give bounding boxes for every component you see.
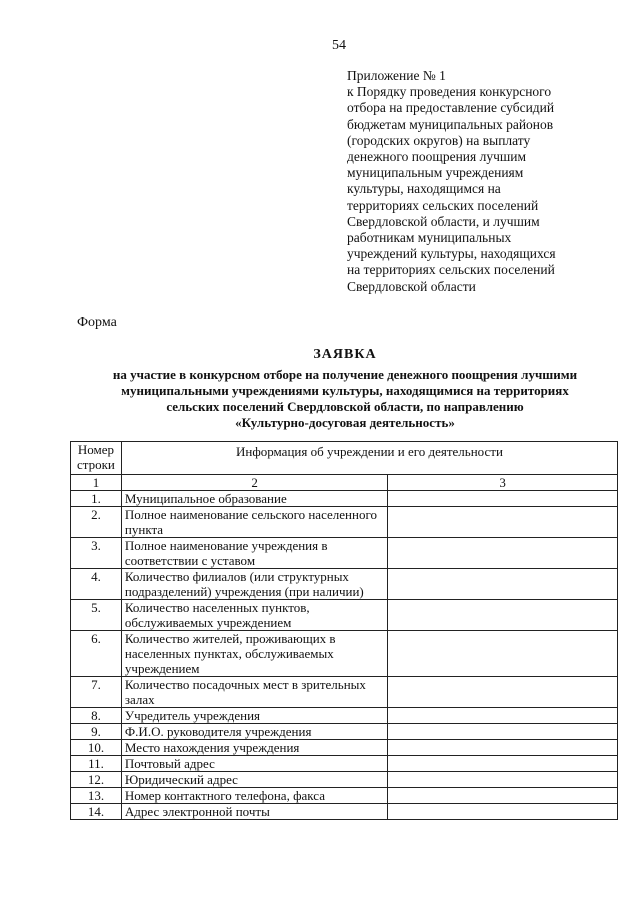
- row-label: Количество посадочных мест в зрительных залах: [121, 677, 387, 708]
- row-value-cell[interactable]: [388, 756, 618, 772]
- row-number: 11.: [71, 756, 122, 772]
- row-number: 3.: [71, 538, 122, 569]
- row-number: 13.: [71, 788, 122, 804]
- table-row: [71, 788, 618, 804]
- row-value-cell[interactable]: [388, 724, 618, 740]
- column-number: 3: [388, 475, 618, 491]
- appendix-line: муниципальным учреждениям: [347, 165, 524, 181]
- subtitle-line: муниципальными учреждениями культуры, находящимися на территориях: [121, 383, 569, 398]
- row-label: Количество филиалов (или структурных подразделений) учреждения (при наличии): [121, 569, 387, 600]
- table-row: [71, 491, 618, 507]
- title-block: [60, 347, 630, 431]
- appendix-line: отбора на предоставление субсидий: [347, 100, 555, 116]
- row-label: Адрес электронной почты: [121, 804, 387, 820]
- table-row: [71, 538, 618, 569]
- header-info: Информация об учреждении и его деятельности: [121, 442, 617, 475]
- appendix-line: работникам муниципальных: [347, 230, 512, 246]
- row-number: 6.: [71, 631, 122, 677]
- subtitle-line: сельских поселений Свердловской области, по направлению: [166, 399, 524, 414]
- column-number: 1: [71, 475, 122, 491]
- page-number: 54: [332, 38, 346, 53]
- appendix-line: Приложение № 1: [347, 68, 446, 83]
- row-value-cell[interactable]: [388, 538, 618, 569]
- table-row: [71, 804, 618, 820]
- table-header-row: [71, 442, 618, 475]
- row-number: 8.: [71, 708, 122, 724]
- appendix-line: Свердловской области, и лучшим: [347, 213, 540, 229]
- row-value-cell[interactable]: [388, 631, 618, 677]
- row-number: 4.: [71, 569, 122, 600]
- column-numbers-row: [71, 475, 618, 491]
- subtitle-line: на участие в конкурсном отборе на получение денежного поощрения лучшими: [112, 367, 578, 382]
- row-number: 9.: [71, 724, 122, 740]
- row-label: Юридический адрес: [121, 772, 387, 788]
- row-value-cell[interactable]: [388, 569, 618, 600]
- table-row: [71, 772, 618, 788]
- appendix-line: бюджетам муниципальных районов: [347, 116, 554, 132]
- appendix-line: культуры, находящимся на: [347, 181, 501, 197]
- row-label: Количество жителей, проживающих в населенных пунктах, обслуживаемых учреждением: [121, 631, 387, 677]
- header-row-number: Номер строки: [71, 442, 122, 475]
- row-number: 14.: [71, 804, 122, 820]
- row-value-cell[interactable]: [388, 677, 618, 708]
- appendix-line: денежного поощрения лучшим: [347, 149, 527, 165]
- application-table: [70, 441, 618, 820]
- row-label: Количество населенных пунктов, обслуживаемых учреждением: [121, 600, 387, 631]
- table-row: [71, 724, 618, 740]
- appendix-line: на территориях сельских поселений: [347, 262, 555, 278]
- row-number: 12.: [71, 772, 122, 788]
- column-number: 2: [121, 475, 387, 491]
- row-label: Место нахождения учреждения: [121, 740, 387, 756]
- row-value-cell[interactable]: [388, 740, 618, 756]
- row-label: Номер контактного телефона, факса: [121, 788, 387, 804]
- row-value-cell[interactable]: [388, 804, 618, 820]
- table-row: [71, 756, 618, 772]
- row-value-cell[interactable]: [388, 600, 618, 631]
- table-row: [71, 631, 618, 677]
- table-row: [71, 507, 618, 538]
- table-row: [71, 740, 618, 756]
- row-number: 1.: [71, 491, 122, 507]
- table-row: [71, 569, 618, 600]
- appendix-line: территориях сельских поселений: [347, 197, 539, 213]
- row-label: Ф.И.О. руководителя учреждения: [121, 724, 387, 740]
- row-number: 10.: [71, 740, 122, 756]
- table-row: [71, 600, 618, 631]
- row-number: 7.: [71, 677, 122, 708]
- appendix-line: Свердловской области: [347, 278, 476, 294]
- appendix-line: учреждений культуры, находящихся: [347, 246, 556, 262]
- subtitle-line: «Культурно-досуговая деятельность»: [235, 415, 455, 430]
- appendix-line: к Порядку проведения конкурсного: [347, 84, 552, 100]
- appendix-block: [347, 68, 607, 295]
- row-label: Полное наименование сельского населенного пункта: [121, 507, 387, 538]
- row-label: Полное наименование учреждения в соответствии с уставом: [121, 538, 387, 569]
- row-label: Муниципальное образование: [121, 491, 387, 507]
- row-number: 5.: [71, 600, 122, 631]
- table-row: [71, 677, 618, 708]
- row-number: 2.: [71, 507, 122, 538]
- row-label: Почтовый адрес: [121, 756, 387, 772]
- row-label: Учредитель учреждения: [121, 708, 387, 724]
- row-value-cell[interactable]: [388, 708, 618, 724]
- row-value-cell[interactable]: [388, 507, 618, 538]
- row-value-cell[interactable]: [388, 772, 618, 788]
- document-title: ЗАЯВКА: [313, 347, 377, 362]
- form-label: Форма: [77, 315, 117, 330]
- appendix-line: (городских округов) на выплату: [347, 132, 531, 148]
- row-value-cell[interactable]: [388, 491, 618, 507]
- table-row: [71, 708, 618, 724]
- row-value-cell[interactable]: [388, 788, 618, 804]
